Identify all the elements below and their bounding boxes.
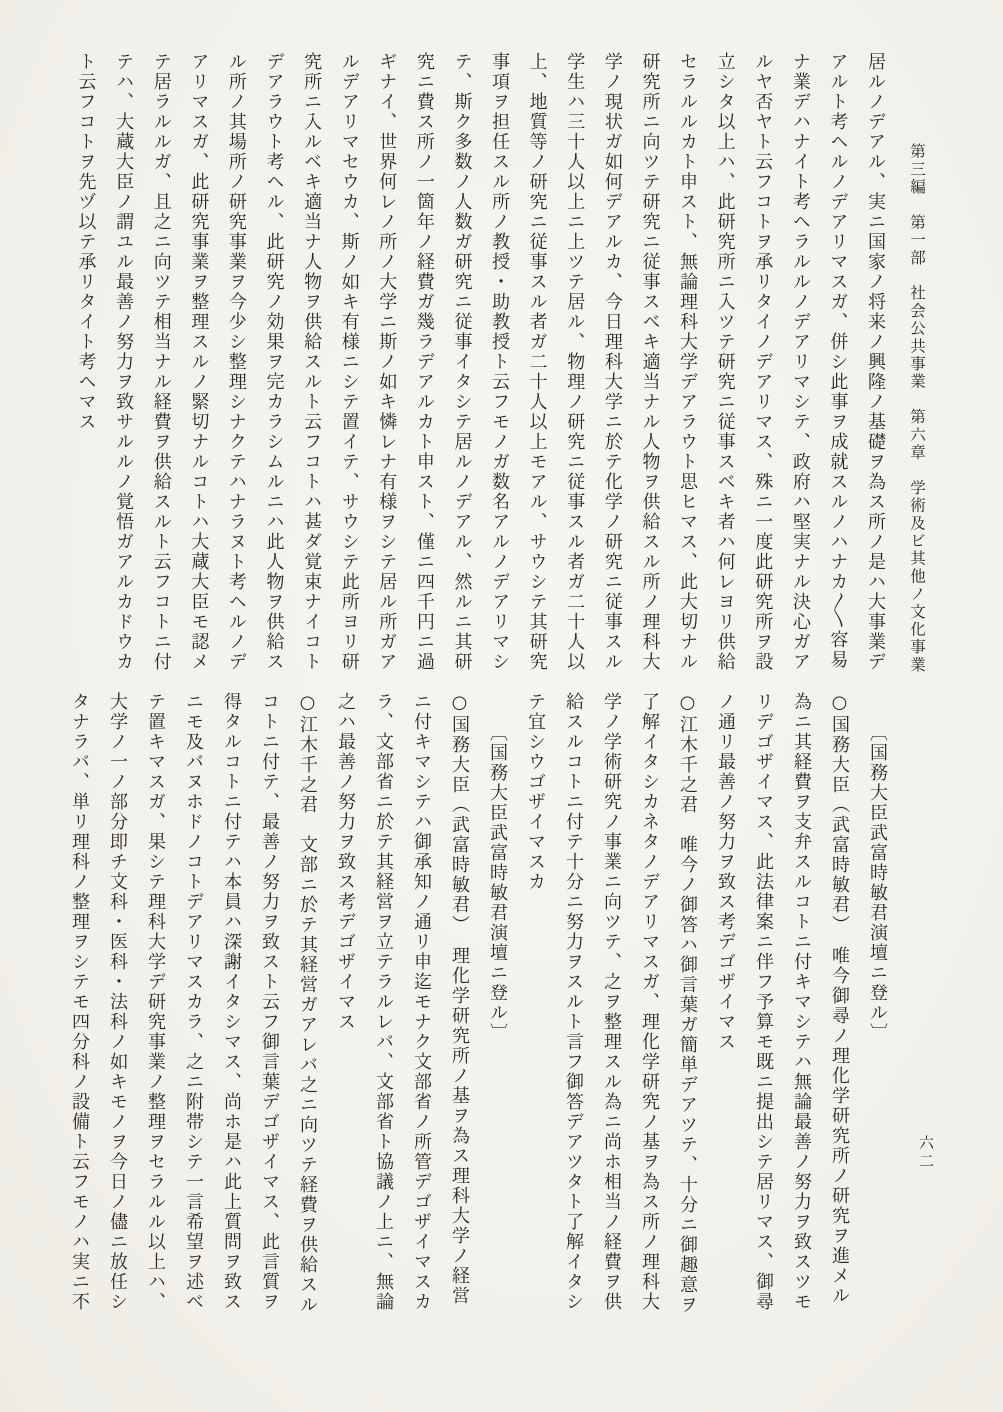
text-column: 学ノ現状ガ如何デアルカ、今日理科大学ニ於テ化学ノ研究ニ従事スル <box>601 52 623 672</box>
text-column: ギナイ、世界何レノ所ノ大学ニ斯ノ如キ憐レナ有様ヲシテ居ル所ガア <box>376 52 398 672</box>
text-column: 給スルコトニ付テ十分ニ努力ヲスルト言フ御答デアツタト了解イタシ <box>563 692 584 1312</box>
text-column: テ、斯ク多数ノ人数ガ研究ニ従事イタシテ居ルノデアル、然ルニ其研 <box>451 52 473 672</box>
text-column: 研究所ニ向ツテ研究ニ従事スベキ適当ナル人物ヲ供給スル所ノ理科大 <box>639 52 661 672</box>
text-column: デアラウト考ヘル、此研究ノ効果ヲ完カラシムルニハ此人物ヲ供給ス <box>263 52 285 672</box>
text-column: 事項ヲ担任スル所ノ教授・助教授ト云フモノガ数名アルノデアリマシ <box>489 52 511 672</box>
text-column: ニ付キマシテハ御承知ノ通リ申迄モナク文部省ノ所管デゴザイマスカ <box>411 692 432 1312</box>
text-column: 究ニ費ス所ノ一箇年ノ経費ガ幾ラデアルカト申スト、僅ニ四千円ニ過 <box>413 52 435 672</box>
text-column: テハ、大蔵大臣ノ謂ユル最善ノ努力ヲ致サルルノ覚悟ガアルカドウカ <box>113 52 135 672</box>
text-column: コトニ付テ、最善ノ努力ヲ致スト云フ御言葉デゴザイマス、此言質ヲ <box>259 692 280 1312</box>
text-column: テ宜シウゴザイマスカ <box>525 692 546 892</box>
text-column: 居ルノデアル、実ニ国家ノ将来ノ興隆ノ基礎ヲ為ス所ノ是ハ大事業デ <box>865 52 886 672</box>
text-column: ○国務大臣（武富時敏君） 唯今御尋ノ理化学研究所ノ研究ヲ進メル <box>829 692 850 1306</box>
text-column: ラ、文部省ニ於テ其経営ヲ立テラルレバ、文部省ト協議ノ上ニ、無論 <box>373 692 394 1312</box>
text-column: ルヤ否ヤト云フコトヲ承リタイノデアリマス、殊ニ一度此研究所ヲ設 <box>752 52 774 672</box>
text-column: ○江木千之君 文部ニ於テ其経営ガアレバ之ニ向ツテ経費ヲ供給スル <box>297 692 318 1315</box>
text-column: リデゴザイマス、此法律案ニ伴フ予算モ既ニ提出シテ居リマス、御尋 <box>753 692 774 1312</box>
text-column: アルト考ヘルノデアリマスガ、併シ此事ヲ成就スルノハナカ〱容易 <box>827 52 849 670</box>
text-column: 学生ハ三十人以上ニ上ツテ居ル、物理ノ研究ニ従事スル者ガ二十人以 <box>564 52 586 672</box>
text-column: 究所ニ入ルベキ適当ナ人物ヲ供給スルト云フコトハ甚ダ覚束ナイコト <box>301 52 323 672</box>
text-column: ルデアリマセウカ、斯ノ如キ有様ニシテ置イテ、サウシテ此所ヨリ研 <box>338 52 360 672</box>
text-column: 大学ノ一ノ部分即チ文科・医科・法科ノ如キモノヲ今日ノ儘ニ放任シ <box>107 692 128 1312</box>
stage-direction-column: 〔国務大臣武富時敏君演壇ニ登ル〕 <box>487 692 508 1043</box>
text-column: 上、地質等ノ研究ニ従事スル者ガ二十人以上モアル、サウシテ其研究 <box>526 52 548 672</box>
text-column: ル所ノ其場所ノ研究事業ヲ今少シ整理シナクテハナラヌト考ヘルノデ <box>225 52 247 672</box>
text-column: 得タルコトニ付テハ本員ハ深謝イタシマス、尚ホ是ハ此上質問ヲ致ス <box>221 692 242 1312</box>
text-column: タナラバ、単リ理科ノ整理ヲシテモ四分科ノ設備ト云フモノハ実ニ不 <box>69 692 90 1312</box>
text-column: ト云フコトヲ先ヅ以テ承リタイト考ヘマス <box>75 52 97 432</box>
text-column: ○江木千之君 唯今ノ御答ハ御言葉ガ簡単デアツテ、十分ニ御趣意ヲ <box>677 692 698 1315</box>
text-column: テ居ラルルガ、且之ニ向ツテ相当ナル経費ヲ供給スルト云フコトニ付 <box>150 52 172 672</box>
text-column: 学ノ学術研究ノ事業ニ向ツテ、之ヲ整理スル為ニ尚ホ相当ノ経費ヲ供 <box>601 692 622 1312</box>
speech-block-upper <box>67 52 894 680</box>
speech-block-lower <box>60 692 896 1324</box>
text-column: ナ業デハナイト考ヘラルルノデアリマシテ、政府ハ堅実ナル決心ガア <box>789 52 811 672</box>
running-header: 第三編 第一部 社会公共事業 第六章 学術及ビ其他ノ文化事業 <box>908 143 926 674</box>
text-column: セラルルカト申スト、無論理科大学デアラウト思ヒマス、此大切ナル <box>677 52 699 672</box>
text-column: ニモ及バヌホドノコトデアリマスカラ、之ニ附帯シテ一言希望ヲ述ベ <box>183 692 204 1312</box>
text-column: 為ニ其経費ヲ支弁スルコトニ付キマシテハ無論最善ノ努力ヲ致スツモ <box>791 692 812 1312</box>
text-column: 立シタ以上ハ、此研究所ニ入ツテ研究ニ従事スベキ者ハ何レヨリ供給 <box>714 52 736 672</box>
text-column: テ置キマスガ、果シテ理科大学デ研究事業ノ整理ヲセラルル以上ハ、 <box>145 692 166 1312</box>
text-column: 之ハ最善ノ努力ヲ致ス考デゴザイマス <box>335 692 356 1032</box>
text-column: ノ通リ最善ノ努力ヲ致ス考デゴザイマス <box>715 692 736 1052</box>
text-column: 了解イタシカネタノデアリマスガ、理化学研究ノ基ヲ為ス所ノ理科大 <box>639 692 660 1312</box>
text-column: ○国務大臣（武富時敏君） 理化学研究所ノ基ヲ為ス理科大学ノ経営 <box>449 692 470 1306</box>
page-number: 六二 <box>917 1135 935 1171</box>
stage-direction-column: 〔国務大臣武富時敏君演壇ニ登ル〕 <box>867 692 888 1043</box>
text-column: アリマスガ、此研究事業ヲ整理スルノ緊切ナルコトハ大蔵大臣モ認メ <box>188 52 210 672</box>
